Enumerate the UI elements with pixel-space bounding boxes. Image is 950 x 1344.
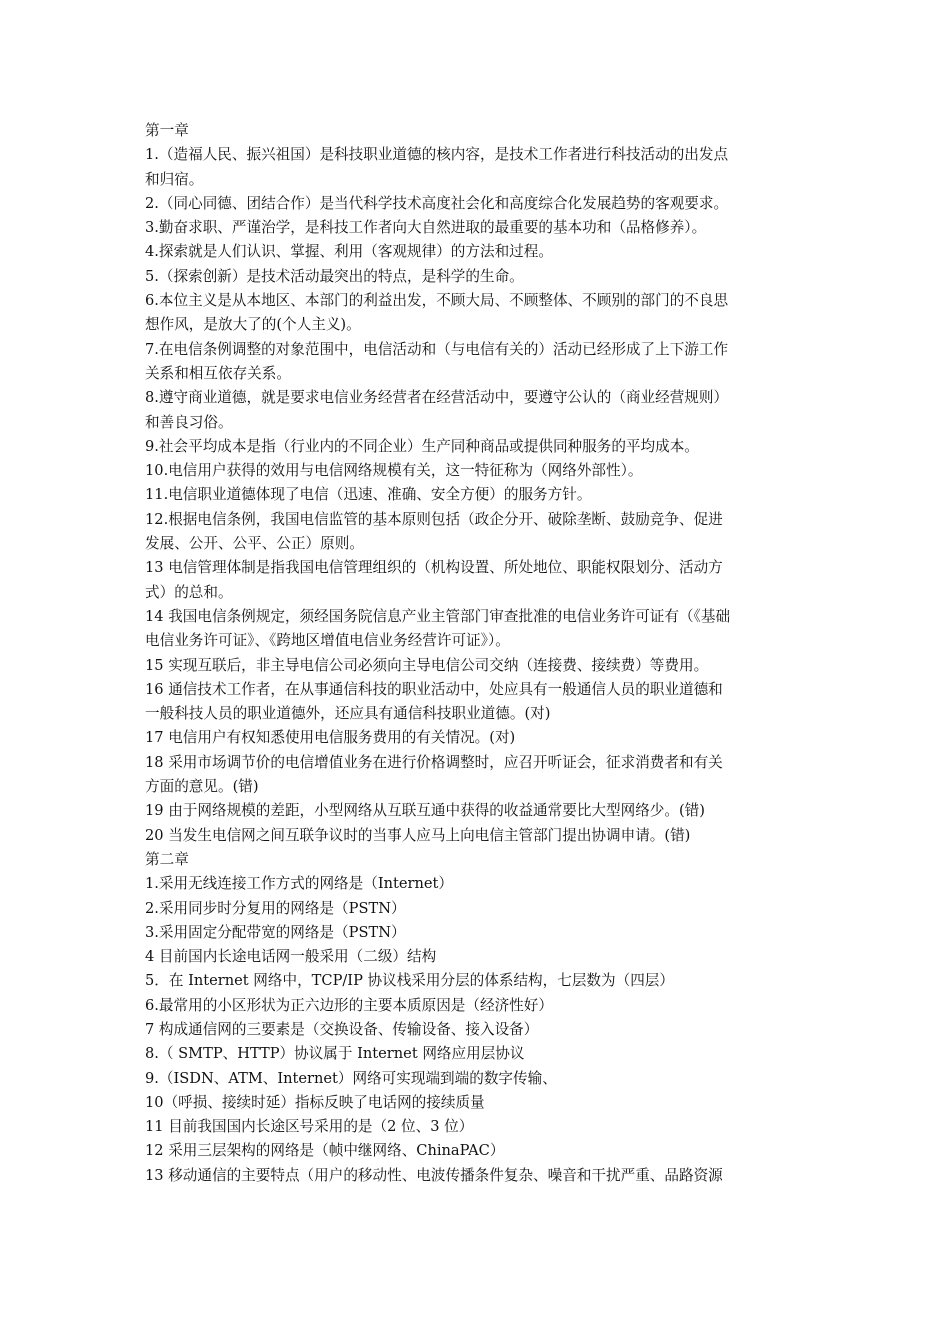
- chapter-heading-2: 第二章: [145, 850, 189, 868]
- text-line: 6.最常用的小区形状为正六边形的主要本质原因是（经济性好）: [145, 996, 553, 1014]
- text-line: 12.根据电信条例，我国电信监管的基本原则包括（政企分开、破除垄断、鼓励竞争、促进: [145, 510, 723, 528]
- text-line: 3.采用固定分配带宽的网络是（PSTN）: [145, 923, 406, 941]
- text-line: 和善良习俗。: [145, 413, 233, 431]
- text-line: 8.（ SMTP、HTTP）协议属于 Internet 网络应用层协议: [145, 1045, 525, 1063]
- text-line: 发展、公开、公平、公正）原则。: [145, 535, 364, 553]
- text-line: 电信业务许可证》、《跨地区增值电信业务经营许可证》）。: [145, 632, 510, 650]
- text-line: 11.电信职业道德体现了电信（迅速、准确、安全方便）的服务方针。: [145, 486, 592, 504]
- text-line: 关系和相互依存关系。: [145, 364, 291, 382]
- text-line: 5.（探索创新）是技术活动最突出的特点，是科学的生命。: [145, 267, 524, 285]
- text-line: 和归宿。: [145, 170, 204, 188]
- text-line: 13 电信管理体制是指我国电信管理组织的（机构设置、所处地位、职能权限划分、活动方: [145, 559, 723, 577]
- text-line: 9.社会平均成本是指（行业内的不同企业）生产同种商品或提供同种服务的平均成本。: [145, 437, 699, 455]
- text-line: 18 采用市场调节价的电信增值业务在进行价格调整时，应召开听证会，征求消费者和有关: [145, 753, 723, 771]
- text-line: 19 由于网络规模的差距，小型网络从互联互通中获得的收益通常要比大型网络少。(错): [145, 802, 705, 820]
- text-line: 3.勤奋求职、严谨治学，是科技工作者向大自然进取的最重要的基本功和（品格修养）。: [145, 219, 707, 237]
- text-line: 12 采用三层架构的网络是（帧中继网络、ChinaPAC）: [145, 1142, 505, 1160]
- text-line: 4 目前国内长途电话网一般采用（二级）结构: [145, 948, 437, 966]
- chapter-heading-1: 第一章: [145, 122, 189, 139]
- text-line: 8.遵守商业道德，就是要求电信业务经营者在经营活动中，要遵守公认的（商业经营规则）: [145, 389, 729, 407]
- text-line: 一般科技人员的职业道德外，还应具有通信科技职业道德。(对): [145, 705, 551, 723]
- text-line: 14 我国电信条例规定，须经国务院信息产业主管部门审查批准的电信业务许可证有（《基础: [145, 607, 731, 625]
- text-line: 方面的意见。(错): [145, 778, 259, 796]
- text-line: 17 电信用户有权知悉使用电信服务费用的有关情况。(对): [145, 729, 516, 747]
- text-line: 16 通信技术工作者，在从事通信科技的职业活动中，处应具有一般通信人员的职业道德和: [145, 680, 723, 698]
- text-line: 1.（造福人民、振兴祖国）是科技职业道德的核内容，是技术工作者进行科技活动的出发点: [145, 146, 729, 164]
- text-line: 15 实现互联后，非主导电信公司必须向主导电信公司交纳（连接费、接续费）等费用。: [145, 656, 709, 674]
- document-body: [145, 119, 810, 1188]
- text-line: 13 移动通信的主要特点（用户的移动性、电波传播条件复杂、噪音和干扰严重、品路资源: [145, 1166, 723, 1184]
- text-line: 2.（同心同德、团结合作）是当代科学技术高度社会化和高度综合化发展趋势的客观要求。: [145, 194, 729, 212]
- text-line: 7.在电信条例调整的对象范围中，电信活动和（与电信有关的）活动已经形成了上下游工作: [145, 340, 729, 358]
- text-line: 7 构成通信网的三要素是（交换设备、传输设备、接入设备）: [145, 1020, 539, 1038]
- text-line: 9.（ISDN、ATM、Internet）网络可实现端到端的数字传输、: [145, 1069, 557, 1087]
- text-line: 5．在 Internet 网络中，TCP/IP 协议栈采用分层的体系结构，七层数为（四层）: [145, 972, 674, 990]
- text-line: 4.探索就是人们认识、掌握、利用（客观规律）的方法和过程。: [145, 243, 553, 261]
- text-line: 10.电信用户获得的效用与电信网络规模有关，这一特征称为（网络外部性）。: [145, 462, 643, 480]
- text-line: 式）的总和。: [145, 583, 233, 601]
- text-line: 11 目前我国国内长途区号采用的是（2 位、3 位）: [145, 1118, 474, 1136]
- text-line: 20 当发生电信网之间互联争议时的当事人应马上向电信主管部门提出协调申请。(错): [145, 826, 691, 844]
- text-line: 2.采用同步时分复用的网络是（PSTN）: [145, 899, 406, 917]
- text-line: 1.采用无线连接工作方式的网络是（Internet）: [145, 875, 453, 893]
- text-line: 10（呼损、接续时延）指标反映了电话网的接续质量: [145, 1093, 485, 1111]
- text-line: 6.本位主义是从本地区、本部门的利益出发，不顾大局、不顾整体、不顾别的部门的不良思: [145, 292, 729, 310]
- text-line: 想作风，是放大了的(个人主义)。: [145, 316, 361, 334]
